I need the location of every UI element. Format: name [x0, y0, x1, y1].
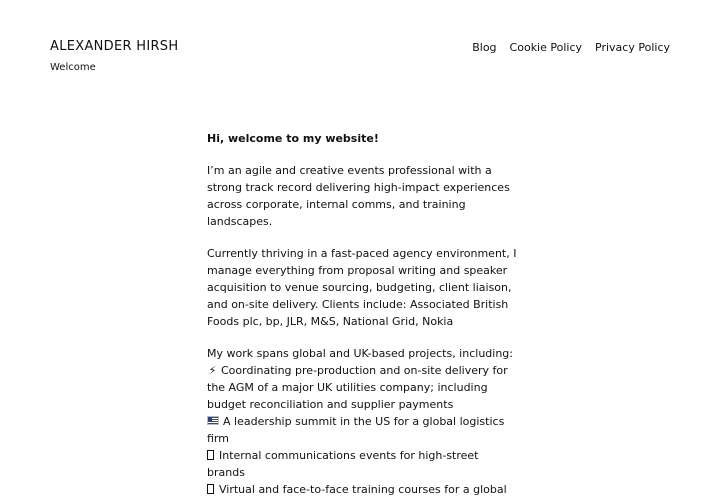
branding	[50, 38, 178, 75]
site-title-link[interactable]: ALEXANDER HIRSH	[50, 39, 179, 54]
list-item	[207, 481, 517, 498]
site-header	[50, 38, 670, 78]
us-flag-icon	[207, 416, 219, 425]
work-intro: My work spans global and UK-based projects, including:	[207, 347, 513, 360]
list-item-text: Virtual and face-to-face training courses for a global	[219, 483, 507, 496]
agency-paragraph: Currently thriving in a fast-paced agency environment, I manage everything from proposal writing and speaker acquisition to venue sourcing, budgeting, client liaison, and on-site delivery. Clients include: Associated British Foods plc, bp, JLR, M&S, National Grid, Nokia	[207, 247, 517, 328]
missing-glyph-icon	[207, 450, 214, 460]
main-content	[207, 130, 517, 498]
list-item	[207, 413, 517, 447]
nav-link-cookie-policy[interactable]: Cookie Policy	[509, 41, 583, 54]
list-item-text: A leadership summit in the US for a global logistics firm	[207, 415, 505, 445]
site-tagline: Welcome	[50, 62, 96, 73]
main-navigation	[472, 40, 670, 56]
welcome-heading: Hi, welcome to my website!	[207, 132, 379, 145]
work-list	[207, 345, 517, 498]
nav-link-blog[interactable]: Blog	[472, 41, 497, 54]
missing-glyph-icon	[207, 484, 214, 494]
list-item-text: Internal communications events for high-street brands	[207, 449, 479, 479]
list-item	[207, 362, 517, 413]
list-item-text: Coordinating pre-production and on-site delivery for the AGM of a major UK utilities company; including budget reconciliation and supplier payments	[207, 364, 508, 411]
lightning-icon: ⚡	[208, 364, 217, 377]
list-item	[207, 447, 517, 481]
intro-paragraph: I’m an agile and creative events professional with a strong track record delivering high-impact experiences across corporate, internal comms, and training landscapes.	[207, 164, 510, 228]
nav-link-privacy-policy[interactable]: Privacy Policy	[595, 41, 670, 54]
